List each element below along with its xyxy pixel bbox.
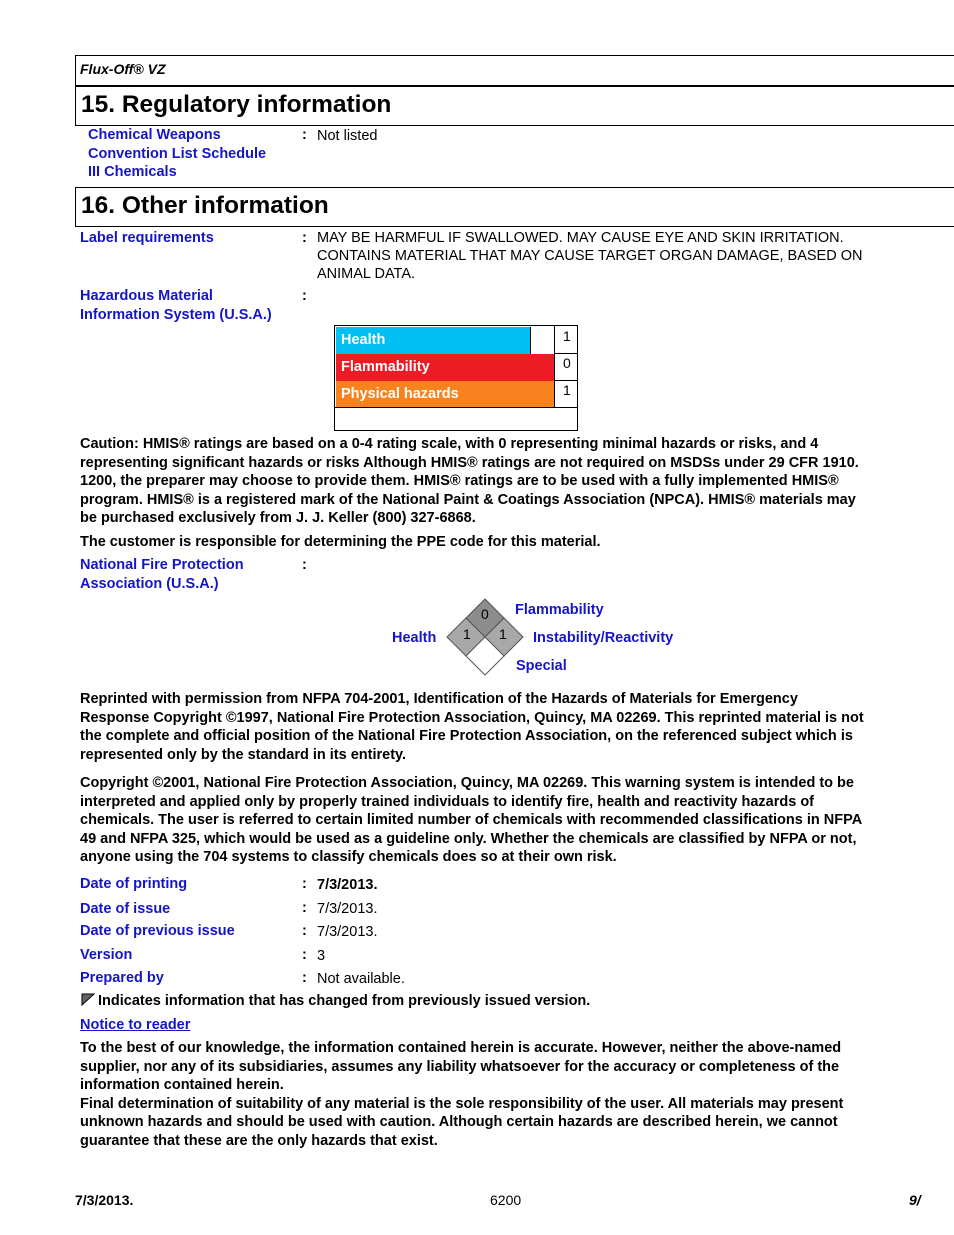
section-16-header xyxy=(75,187,954,227)
chemical-weapons-value: Not listed xyxy=(317,128,378,144)
date-of-previous-issue-label: Date of previous issue xyxy=(80,923,235,939)
nfpa-copyright-paragraph: Copyright ©2001, National Fire Protection Association, Quincy, MA 02269. This warning system is intended to be interpreted and applied only by properly trained individuals to identify fire, health and reactivity hazards of chemicals. The user is referred to certain limited number of chemicals with recommended classifications in NFPA 49 and NFPA 325, which would be used as a guideline only. Whether the chemicals are classified by NFPA or not, anyone using the 704 systems to classify chemicals does so at their own risk. xyxy=(80,775,863,865)
footer-date: 7/3/2013. xyxy=(75,1192,134,1208)
hmis-health-chronic-box xyxy=(530,327,553,354)
hmis-flammability-label: Flammability xyxy=(341,359,430,375)
hmis-flammability-value: 0 xyxy=(563,355,571,371)
hmis-physical-label: Physical hazards xyxy=(341,386,459,402)
colon: : xyxy=(302,230,307,246)
chemical-weapons-label: Chemical Weapons Convention List Schedule III Chemicals xyxy=(88,127,267,180)
nfpa-health-label: Health xyxy=(392,630,437,646)
notice-to-reader-label: Notice to reader xyxy=(80,1017,191,1033)
footer-code: 6200 xyxy=(490,1192,522,1208)
notice-to-reader-paragraph: To the best of our knowledge, the information contained herein is accurate. However, neither the above-named supplier, nor any of its subsidiaries, assumes any liability whatsoever for the accuracy or completeness of the information contained herein. Final determination of suitability of any material is the sole responsibility of the user. All materials may present unknown hazards and should be used with caution. Although certain hazards are described herein, we cannot guarantee that these are the only hazards that exist. xyxy=(80,1040,844,1149)
product-name: Flux-Off® VZ xyxy=(80,61,166,77)
hmis-row-rule xyxy=(554,353,578,354)
nfpa-flammability-label: Flammability xyxy=(515,602,604,618)
colon: : xyxy=(302,923,307,939)
nfpa-flammability-value: 0 xyxy=(481,606,489,622)
prepared-by-label: Prepared by xyxy=(80,970,164,986)
nfpa-instability-value: 1 xyxy=(499,626,507,642)
ppe-note: The customer is responsible for determining the PPE code for this material. xyxy=(80,534,601,550)
label-requirements-value: MAY BE HARMFUL IF SWALLOWED. MAY CAUSE EYE AND SKIN IRRITATION. CONTAINS MATERIAL THAT MAY CAUSE TARGET ORGAN DAMAGE, BASED ON ANIMAL DATA. xyxy=(317,230,863,282)
nfpa-reprint-paragraph: Reprinted with permission from NFPA 704-2001, Identification of the Hazards of Materials for Emergency Response Copyright ©1997, National Fire Protection Association, Quincy, MA 02269. This reprinted material is not the complete and official position of the National Fire Protection Association, on the referenced subject which is represented only by the standard in its entirety. xyxy=(80,691,864,763)
changed-note: Indicates information that has changed from previously issued version. xyxy=(98,993,591,1009)
hmis-caution-paragraph: Caution: HMIS® ratings are based on a 0-4 rating scale, with 0 representing minimal hazards or risks, and 4 representing significant hazards or risks Although HMIS® ratings are not required on MSDSs under 29 CFR 1910. 1200, the preparer may choose to provide them. HMIS® ratings are to be used with a fully implemented HMIS® program. HMIS® is a registered mark of the National Paint & Coatings Association (NPCA). HMIS® materials may be purchased exclusively from J. J. Keller (800) 327-6868. xyxy=(80,436,859,526)
colon: : xyxy=(302,288,307,304)
date-of-issue-value: 7/3/2013. xyxy=(317,901,378,917)
hmis-health-cell xyxy=(336,327,530,354)
nfpa-health-value: 1 xyxy=(463,626,471,642)
colon: : xyxy=(302,127,307,143)
product-header xyxy=(75,55,954,86)
colon: : xyxy=(302,876,307,892)
hmis-physical-value: 1 xyxy=(563,382,571,398)
colon: : xyxy=(302,947,307,963)
date-of-printing-label: Date of printing xyxy=(80,876,188,892)
prepared-by-value: Not available. xyxy=(317,971,405,987)
hmis-row-rule xyxy=(335,407,578,408)
changed-indicator-icon xyxy=(81,993,95,1006)
nfpa-label: National Fire Protection Association (U.S.A.) xyxy=(80,557,244,592)
colon: : xyxy=(302,557,307,573)
footer-page: 9/ xyxy=(909,1192,921,1208)
nfpa-special-label: Special xyxy=(516,658,567,674)
hmis-row-rule xyxy=(554,380,578,381)
hmis-health-value: 1 xyxy=(563,328,571,344)
hmis-health-label: Health xyxy=(341,332,386,348)
section-16-title: 16. Other information xyxy=(81,192,329,219)
date-of-previous-issue-value: 7/3/2013. xyxy=(317,924,378,940)
hmis-table xyxy=(334,325,578,431)
hmis-physical-cell xyxy=(336,381,554,407)
section-15-header xyxy=(75,86,954,126)
label-requirements-label: Label requirements xyxy=(80,230,214,246)
version-value: 3 xyxy=(317,948,326,964)
date-of-printing-value: 7/3/2013. xyxy=(317,877,378,893)
version-label: Version xyxy=(80,947,133,963)
colon: : xyxy=(302,900,307,916)
nfpa-instability-label: Instability/Reactivity xyxy=(533,630,674,646)
hmis-flammability-cell xyxy=(336,354,554,381)
hmis-divider xyxy=(554,326,555,407)
section-15-title: 15. Regulatory information xyxy=(81,91,392,118)
date-of-issue-label: Date of issue xyxy=(80,901,171,917)
colon: : xyxy=(302,970,307,986)
hmis-label: Hazardous Material Information System (U.S.A.) xyxy=(80,288,272,323)
